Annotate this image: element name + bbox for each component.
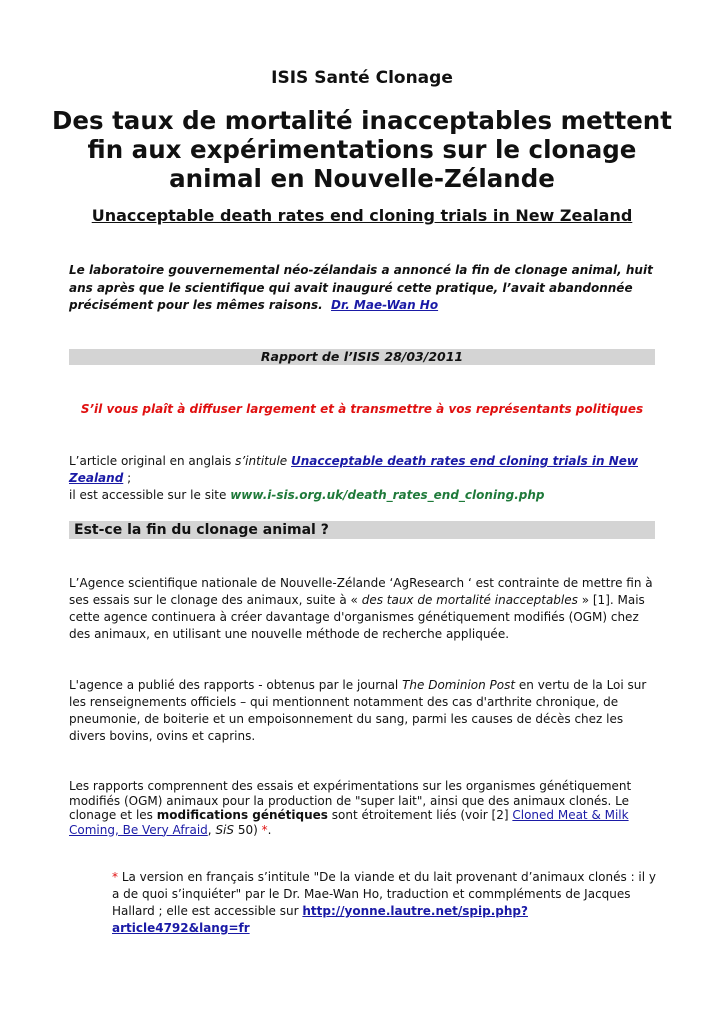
p3-text-b: sont étroitement liés (voir [2] [331, 808, 509, 822]
paragraph-1 [69, 575, 659, 643]
p3-star: * [261, 822, 268, 837]
section-heading: Est-ce la fin du clonage animal ? [69, 521, 655, 539]
note-star: * [112, 870, 118, 884]
p1-quote: des taux de mortalité inacceptables [361, 593, 578, 607]
report-date-bar: Rapport de l’ISIS 28/03/2011 [69, 349, 655, 365]
note-text: La version en français s’intitule "De la viande et du lait provenant d’animaux clonés : il y a de quoi s’inquiéter" par le Dr. Mae-Wan Ho, traduction et commpléments de Jacques Hallard ; elle est accessible sur [112, 870, 657, 918]
section-kicker: ISIS Santé Clonage [271, 68, 453, 88]
p2-text-a: L'agence a publié des rapports - obtenus par le journal [69, 678, 399, 692]
english-subtitle: Unacceptable death rates end cloning trials in New Zealand [91, 206, 633, 225]
paragraph-3 [69, 779, 659, 837]
p3-text-d: 50) [237, 822, 258, 837]
original-article-link[interactable]: Unacceptable death rates end cloning trials in New Zealand [69, 454, 638, 485]
p1-text-a: L’Agence scientifique nationale de Nouvelle-Zélande ‘AgResearch ‘ est contrainte de mettre fin à ses essais sur le clonage des animaux, suite à « [69, 576, 653, 607]
lead-text: Le laboratoire gouvernemental néo-zélandais a annoncé la fin de clonage animal, huit ans après que le scientifique qui avait inauguré cette pratique, l’avait abandonnée précisément pour les mêmes raisons. [69, 263, 653, 312]
paragraph-2 [69, 677, 659, 745]
original-accessible: il est accessible sur le site [69, 488, 227, 502]
p3-sis: SiS [215, 822, 235, 837]
original-article-info [69, 453, 669, 504]
p2-text-b: en vertu de la Loi sur les renseignements officiels – qui mentionnent notamment des cas d'arthrite chronique, de pneumonie, de boiterie et un empoisonnement du sang, parmi les causes de décès chez les divers bovins, ovins et caprins. [69, 678, 647, 743]
share-notice: S’il vous plaît à diffuser largement et à transmettre à vos représentants politiques [80, 402, 644, 416]
original-prefix: L’article original en anglais [69, 454, 232, 468]
original-titled: s’intitule [235, 454, 288, 468]
cloned-meat-link[interactable]: Cloned Meat & Milk Coming, Be Very Afraid [69, 808, 629, 837]
p3-bold: modifications génétiques [156, 808, 328, 822]
p3-text-e: . [267, 822, 272, 837]
author-link[interactable]: Dr. Mae-Wan Ho [331, 298, 439, 312]
original-after-link: ; [127, 471, 132, 485]
p1-text-b: » [1]. Mais cette agence continuera à créer davantage d'organismes génétiquement modifiés (OGM) chez des animaux, en utilisant une nouvelle méthode de recherche appliquée. [69, 593, 645, 641]
original-site-link[interactable]: www.i-sis.org.uk/death_rates_end_cloning.php [230, 488, 545, 502]
p3-text-c: , [207, 822, 212, 837]
p3-text-a: Les rapports comprennent des essais et expérimentations sur les organismes génétiquement modifiés (OGM) animaux pour la production de "super lait", ainsi que des animaux clonés. Le clonage et les [69, 779, 632, 822]
translation-note [112, 869, 662, 937]
p2-newspaper: The Dominion Post [402, 678, 516, 692]
page-title: Des taux de mortalité inacceptables mettent fin aux expérimentations sur le clonage animal en Nouvelle-Zélande [52, 106, 672, 193]
lead-paragraph [69, 262, 659, 315]
french-version-link[interactable]: http://yonne.lautre.net/spip.php?article4792&lang=fr [112, 904, 528, 935]
